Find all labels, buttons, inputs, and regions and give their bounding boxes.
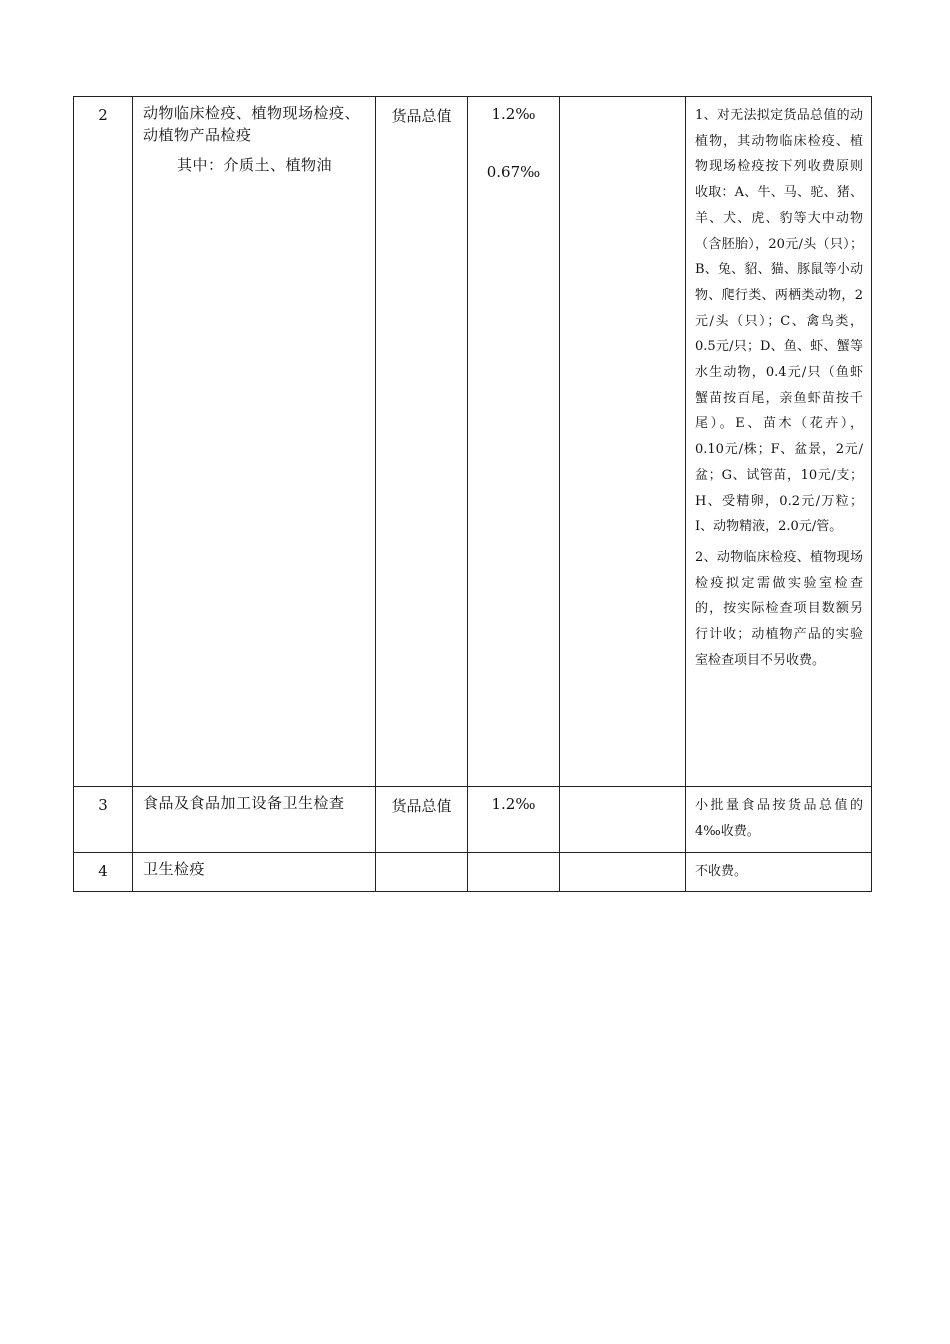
item-sub-name: 其中：介质土、植物油 <box>177 156 333 174</box>
rate-cell <box>468 97 560 787</box>
basis-cell <box>376 853 468 892</box>
table-row <box>74 853 872 892</box>
remark-paragraph: 2、动物临床检疫、植物现场检疫拟定需做实验室检查的，按实际检查项目数额另行计收；动植物产品的实验室检查项目不另收费。 <box>695 549 863 668</box>
item-name: 动物临床检疫、植物现场检疫、动植物产品检疫 <box>143 104 361 144</box>
extra-cell <box>560 97 686 787</box>
remark-cell <box>686 97 872 787</box>
item-cell <box>133 97 376 787</box>
row-number: 4 <box>74 853 133 892</box>
basis-cell: 货品总值 <box>376 787 468 853</box>
extra-cell <box>560 853 686 892</box>
row-number: 2 <box>74 97 133 787</box>
rate-cell <box>468 853 560 892</box>
remark-cell: 小批量食品按货品总值的4‰收费。 <box>686 787 872 853</box>
item-name: 食品及食品加工设备卫生检查 <box>133 787 376 853</box>
fee-table <box>73 96 872 892</box>
remark-paragraph: 1、对无法拟定货品总值的动植物，其动物临床检疫、植物现场检疫按下列收费原则收取：A、牛、马、驼、猪、羊、犬、虎、豹等大中动物（含胚胎），20元/头（只）；B、兔、貂、猫、豚鼠等小动物、爬行类、两栖类动物，2元/头（只）；C、禽鸟类，0.5元/只；D、鱼、虾、蟹等水生动物，0.4元/只（鱼虾蟹苗按百尾，亲鱼虾苗按千尾）。E、苗木（花卉），0.10元/株；F、盆景，2元/盆；G、试管苗，10元/支；H、受精卵，0.2元/万粒；I、动物精液，2.0元/管。 <box>695 108 863 535</box>
rate-sub-value: 0.67‰ <box>486 163 541 181</box>
table-row <box>74 787 872 853</box>
table-row <box>74 97 872 787</box>
rate-cell: 1.2‰ <box>468 787 560 853</box>
rate-value: 1.2‰ <box>491 105 536 123</box>
row-number: 3 <box>74 787 133 853</box>
remark-cell: 不收费。 <box>686 853 872 892</box>
extra-cell <box>560 787 686 853</box>
item-name: 卫生检疫 <box>133 853 376 892</box>
basis-cell: 货品总值 <box>376 97 468 787</box>
